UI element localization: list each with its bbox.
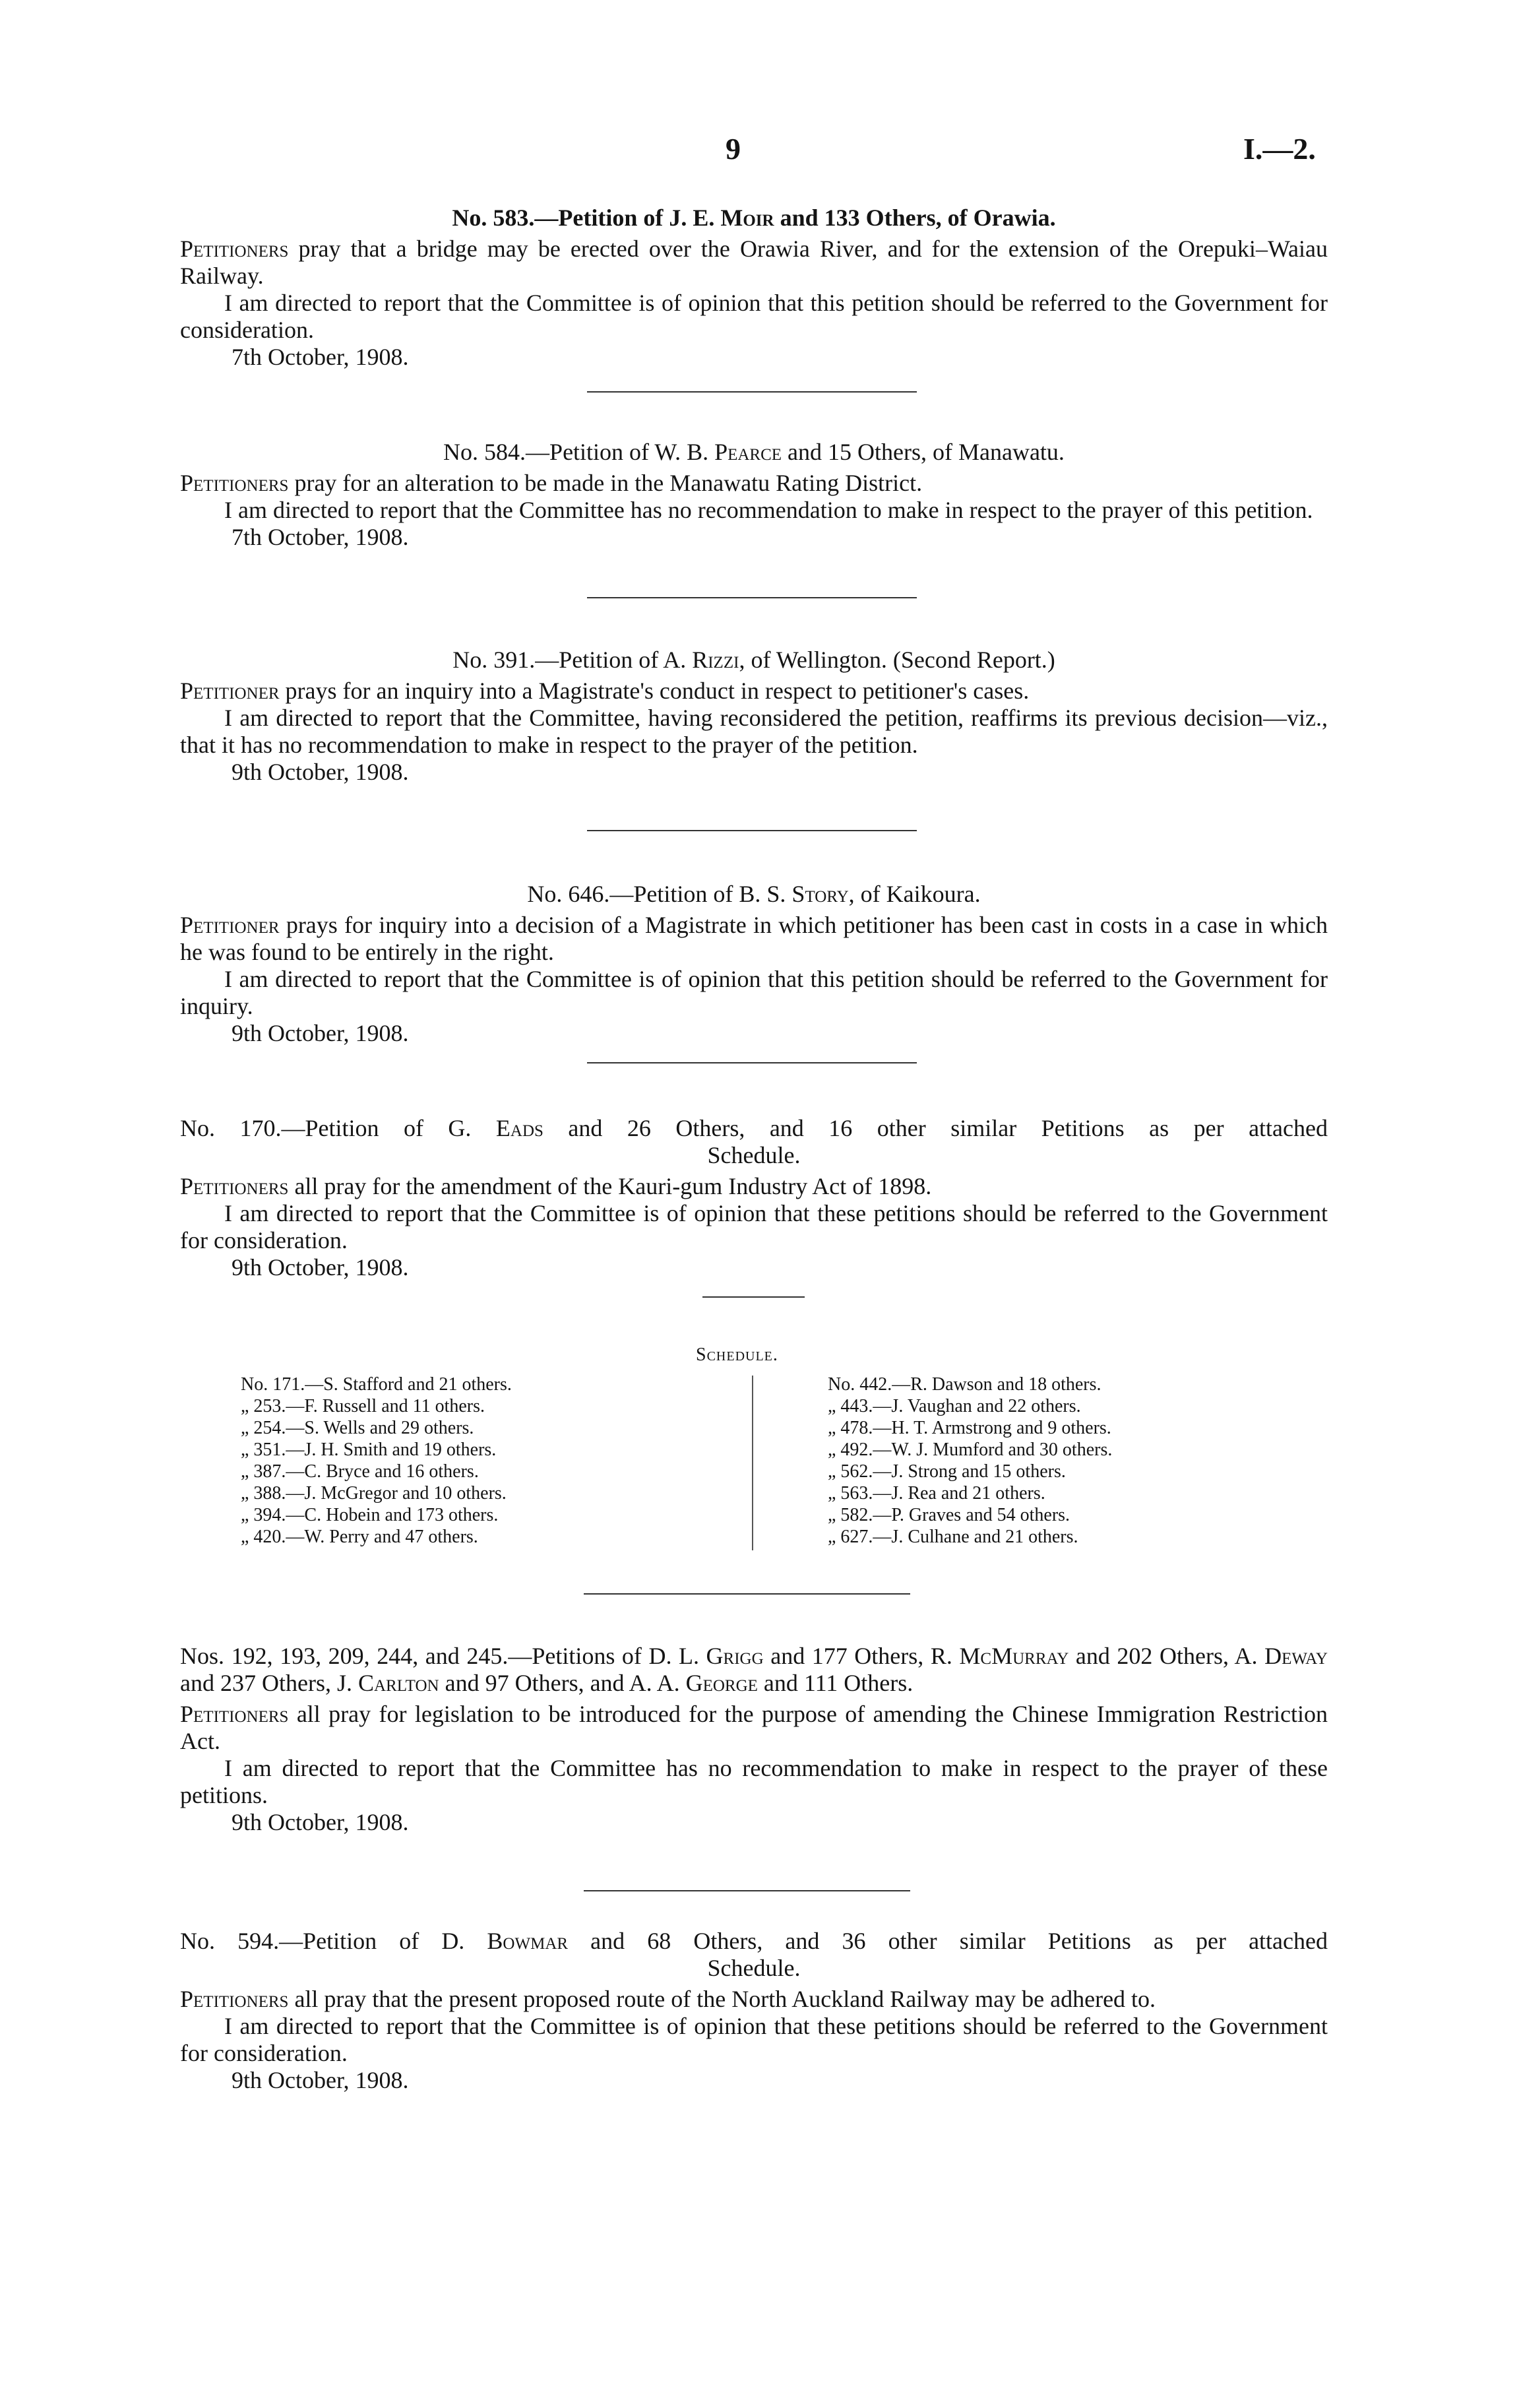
petitions-192-245: [180, 1643, 1328, 1836]
committee-report: I am directed to report that the Committee is of opinion that this petition should be referred to the Government for consideration.: [180, 290, 1328, 343]
schedule-entry: „ 394.—C. Hobein and 173 others.: [241, 1505, 499, 1525]
schedule-entry: „ 562.—J. Strong and 15 others.: [828, 1461, 1066, 1482]
report-date: 9th October, 1908.: [232, 759, 409, 785]
petition-title: No. 584.—Petition of W. B. Pearce and 15 Others, of Manawatu.: [443, 439, 1065, 465]
petition-584: [180, 439, 1328, 551]
schedule-entry: „ 443.—J. Vaughan and 22 others.: [828, 1396, 1081, 1416]
schedule-left-column: [241, 1374, 512, 1548]
report-date: 7th October, 1908.: [232, 344, 409, 370]
petition-prayer: Petitioners pray for an alteration to be made in the Manawatu Rating District.: [180, 470, 923, 496]
schedule-column-divider: [752, 1376, 753, 1550]
schedule-entry: „ 627.—J. Culhane and 21 others.: [828, 1527, 1078, 1547]
report-date: 9th October, 1908.: [232, 1809, 409, 1835]
schedule-right-column: [828, 1374, 1112, 1548]
schedule-entry: „ 582.—P. Graves and 54 others.: [828, 1505, 1070, 1525]
petition-title: No. 170.—Petition of G. Eads and 26 Others, and 16 other similar Petitions as per attached: [180, 1115, 1328, 1141]
committee-report: I am directed to report that the Committee is of opinion that these petitions should be referred to the Government for consideration.: [180, 2013, 1328, 2066]
committee-report: I am directed to report that the Committee is of opinion that these petitions should be referred to the Government for consideration.: [180, 1200, 1328, 1253]
petition-prayer: Petitioner prays for inquiry into a decision of a Magistrate in which petitioner has been cast in costs in a case in which he was found to be entirely in the right.: [180, 912, 1328, 965]
section-divider: [584, 1890, 910, 1891]
petition-391: [180, 647, 1328, 786]
petition-prayer: Petitioners all pray that the present proposed route of the North Auckland Railway may be adhered to.: [180, 1986, 1156, 2012]
committee-report: I am directed to report that the Committee has no recommendation to make in respect to the prayer of these petitions.: [180, 1755, 1328, 1808]
report-date: 9th October, 1908.: [232, 1254, 409, 1281]
petition-594: [180, 1928, 1328, 2094]
petition-646: [180, 881, 1328, 1047]
schedule-entry: „ 351.—J. H. Smith and 19 others.: [241, 1440, 497, 1460]
report-date: 9th October, 1908.: [232, 1020, 409, 1046]
petition-title: Nos. 192, 193, 209, 244, and 245.—Petitions of D. L. Grigg and 177 Others, R. McMurray and 202 Others, A. Deway and 237 Others, J. Carlton and 97 Others, and A. A. George and 111 Others.: [180, 1643, 1328, 1696]
petition-title: No. 594.—Petition of D. Bowmar and 68 Others, and 36 other similar Petitions as per attached: [180, 1928, 1328, 1954]
page-number: 9: [726, 132, 741, 166]
schedule-entry: „ 254.—S. Wells and 29 others.: [241, 1418, 474, 1438]
committee-report: I am directed to report that the Committee has no recommendation to make in respect to the prayer of this petition.: [224, 497, 1313, 523]
petition-title-continued: Schedule.: [707, 1955, 801, 1981]
section-divider: [587, 597, 917, 598]
petition-prayer: Petitioner prays for an inquiry into a Magistrate's conduct in respect to petitioner's cases.: [180, 678, 1030, 704]
schedule-entry: „ 478.—H. T. Armstrong and 9 others.: [828, 1418, 1111, 1438]
report-date: 9th October, 1908.: [232, 2067, 409, 2093]
petition-title: No. 646.—Petition of B. S. Story, of Kaikoura.: [527, 881, 981, 907]
petition-title: No. 391.—Petition of A. Rizzi, of Wellington. (Second Report.): [452, 647, 1055, 673]
petition-prayer: Petitioners all pray for legislation to be introduced for the purpose of amending the Chinese Immigration Restriction Act.: [180, 1701, 1328, 1754]
schedule-title: Schedule.: [696, 1345, 778, 1365]
schedule-entry: „ 387.—C. Bryce and 16 others.: [241, 1461, 479, 1482]
schedule-entry: No. 442.—R. Dawson and 18 others.: [828, 1374, 1101, 1395]
petition-title-continued: Schedule.: [707, 1142, 801, 1168]
schedule-entry: No. 171.—S. Stafford and 21 others.: [241, 1374, 512, 1395]
petition-prayer: Petitioners all pray for the amendment of the Kauri-gum Industry Act of 1898.: [180, 1173, 932, 1199]
committee-report: I am directed to report that the Committee, having reconsidered the petition, reaffirms its previous decision—viz., that it has no recommendation to make in respect to the prayer of the petition.: [180, 705, 1328, 758]
petition-title: No. 583.—Petition of J. E. Moir and 133 Others, of Orawia.: [452, 205, 1056, 231]
committee-report: I am directed to report that the Committee is of opinion that this petition should be referred to the Government for inquiry.: [180, 966, 1328, 1019]
schedule-entry: „ 492.—W. J. Mumford and 30 others.: [828, 1440, 1113, 1460]
section-divider: [587, 1062, 917, 1063]
document-reference: I.—2.: [1243, 132, 1316, 166]
schedule-entry: „ 420.—W. Perry and 47 others.: [241, 1527, 478, 1547]
report-date: 7th October, 1908.: [232, 524, 409, 550]
schedule-entry: „ 563.—J. Rea and 21 others.: [828, 1483, 1045, 1504]
schedule-entry: „ 388.—J. McGregor and 10 others.: [241, 1483, 507, 1504]
schedule-divider: [702, 1296, 805, 1298]
petition-170: [180, 1115, 1328, 1281]
section-divider: [587, 391, 917, 393]
section-divider: [587, 830, 917, 831]
schedule-entry: „ 253.—F. Russell and 11 others.: [241, 1396, 485, 1416]
petition-583: [180, 205, 1328, 371]
petition-prayer: Petitioners pray that a bridge may be erected over the Orawia River, and for the extension of the Orepuki–Waiau Railway.: [180, 236, 1328, 289]
section-divider: [584, 1593, 910, 1595]
